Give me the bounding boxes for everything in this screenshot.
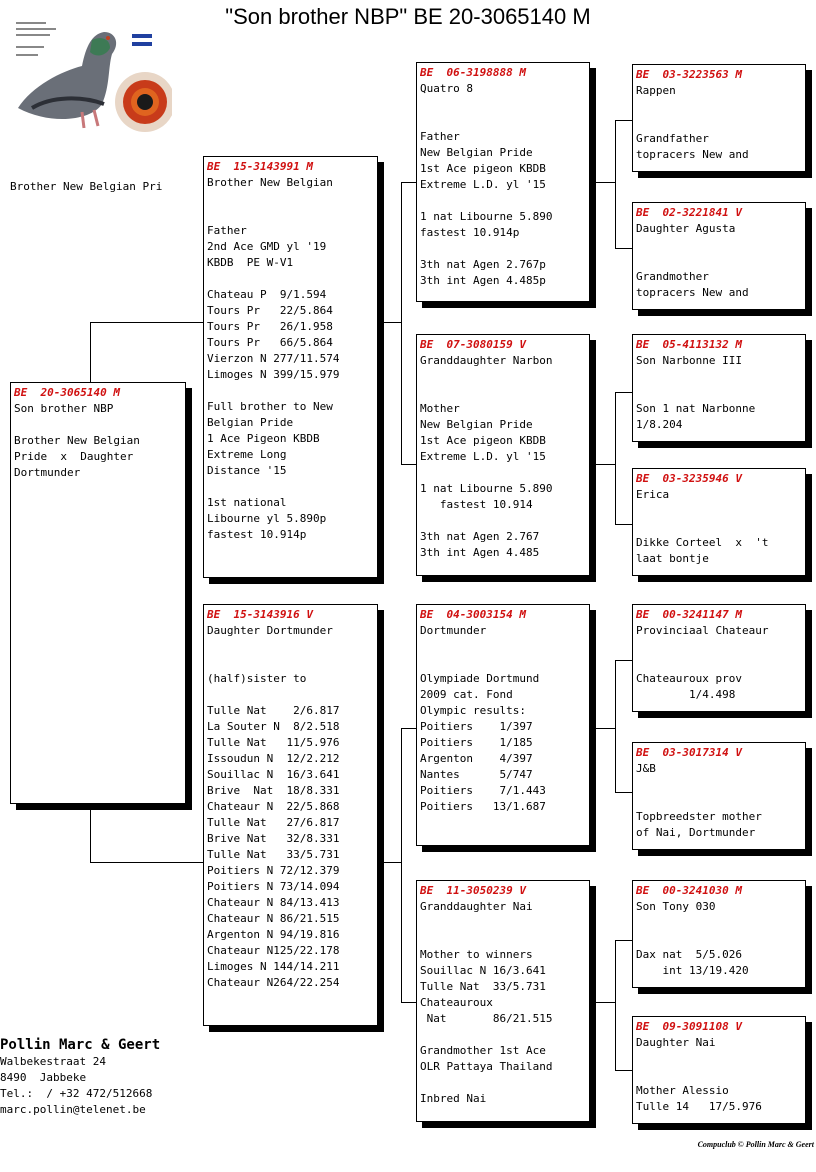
connector-line bbox=[90, 322, 204, 323]
pedigree-info-line: Chateaur N 84/13.413 bbox=[207, 896, 340, 909]
pedigree-info-line: Nantes 5/747 bbox=[420, 768, 533, 781]
pedigree-info-line: Father bbox=[207, 224, 247, 237]
pedigree-info-line: Chateaur N 22/5.868 bbox=[207, 800, 340, 813]
owner-name: Pollin Marc & Geert bbox=[0, 1037, 161, 1053]
ring-number: BE 03-3235946 V bbox=[636, 472, 742, 485]
side-pigeon-name: Brother New Belgian Pri bbox=[10, 180, 163, 193]
pedigree-info-line bbox=[420, 97, 586, 113]
pedigree-info-line bbox=[420, 241, 586, 257]
pedigree-info-line: 1/4.498 bbox=[636, 688, 736, 701]
pigeon-card-subject bbox=[10, 382, 186, 804]
pigeon-name: Erica bbox=[636, 488, 670, 501]
pedigree-info-line: Libourne yl 5.890p bbox=[207, 512, 327, 525]
pigeon-name: Brother New Belgian bbox=[207, 176, 333, 189]
connector-line bbox=[615, 120, 633, 121]
pedigree-info-line: laat bontje bbox=[636, 552, 709, 565]
pedigree-info-line: 3th int Agen 4.485p bbox=[420, 274, 546, 287]
ring-number: BE 09-3091108 V bbox=[636, 1020, 742, 1033]
pedigree-info-line: Tours Pr 66/5.864 bbox=[207, 336, 333, 349]
pedigree-info-line bbox=[14, 417, 182, 433]
pigeon-name: Provinciaal Chateaur bbox=[636, 624, 769, 637]
pedigree-info-line bbox=[636, 1051, 802, 1067]
pedigree-info-line: 2009 cat. Fond bbox=[420, 688, 513, 701]
pedigree-info-line: Olympic results: bbox=[420, 704, 526, 717]
pedigree-info-line: Tulle Nat 33/5.731 bbox=[207, 848, 340, 861]
pedigree-info-line bbox=[636, 793, 802, 809]
pedigree-info-line bbox=[207, 687, 374, 703]
pedigree-info-line bbox=[636, 253, 802, 269]
connector-line bbox=[401, 464, 417, 465]
pedigree-info-line: 3th int Agen 4.485 bbox=[420, 546, 540, 559]
pedigree-info-line: Topbreedster mother bbox=[636, 810, 762, 823]
ring-number: BE 03-3017314 V bbox=[636, 746, 742, 759]
connector-line bbox=[590, 182, 615, 183]
pedigree-info-line: 1 Ace Pigeon KBDB bbox=[207, 432, 320, 445]
pedigree-info-line: Son 1 nat Narbonne bbox=[636, 402, 756, 415]
pedigree-info-line: of Nai, Dortmunder bbox=[636, 826, 756, 839]
owner-address: Walbekestraat 24 bbox=[0, 1055, 106, 1068]
pigeon-name: Granddaughter Nai bbox=[420, 900, 533, 913]
connector-line bbox=[590, 728, 615, 729]
pedigree-info-line: 1st national bbox=[207, 496, 287, 509]
pigeon-name: Daughter Agusta bbox=[636, 222, 736, 235]
pedigree-info-line: Poitiers 13/1.687 bbox=[420, 800, 546, 813]
connector-line bbox=[401, 728, 417, 729]
pedigree-info-line: Issoudun N 12/2.212 bbox=[207, 752, 340, 765]
owner-phone: Tel.: / +32 472/512668 bbox=[0, 1087, 153, 1100]
pedigree-info-line: Dikke Corteel x 't bbox=[636, 536, 769, 549]
copyright-footer: Compuclub © Pollin Marc & Geert bbox=[697, 1140, 814, 1149]
pedigree-info-line bbox=[636, 519, 802, 535]
pigeon-card-ggp-5 bbox=[632, 604, 806, 712]
pedigree-info-line: Father bbox=[420, 130, 460, 143]
pedigree-info-line bbox=[420, 1027, 586, 1043]
pedigree-info-line: Dax nat 5/5.026 bbox=[636, 948, 742, 961]
pedigree-info-line: Chateaur N 86/21.515 bbox=[207, 912, 340, 925]
pedigree-info-line: New Belgian Pride bbox=[420, 146, 533, 159]
pedigree-info-line: 1 nat Libourne 5.890 bbox=[420, 210, 553, 223]
pigeon-card-ggp-3 bbox=[632, 334, 806, 442]
ring-number: BE 11-3050239 V bbox=[420, 884, 526, 897]
ring-number: BE 04-3003154 M bbox=[420, 608, 526, 621]
pedigree-info-line: Distance '15 bbox=[207, 464, 287, 477]
pigeon-card-ggp-1 bbox=[632, 64, 806, 172]
pedigree-info-line bbox=[636, 931, 802, 947]
pedigree-info-line: Tours Pr 22/5.864 bbox=[207, 304, 333, 317]
pedigree-info-line: Brother New Belgian bbox=[14, 434, 140, 447]
pedigree-info-line: Full brother to New bbox=[207, 400, 333, 413]
pigeon-name: Quatro 8 bbox=[420, 82, 473, 95]
pigeon-card-ggp-8 bbox=[632, 1016, 806, 1124]
pedigree-info-line: Olympiade Dortmund bbox=[420, 672, 540, 685]
pigeon-card-father bbox=[203, 156, 378, 578]
connector-line bbox=[401, 1002, 417, 1003]
ring-number: BE 05-4113132 M bbox=[636, 338, 742, 351]
pigeon-card-ggp-4 bbox=[632, 468, 806, 576]
connector-line bbox=[615, 392, 633, 393]
pedigree-info-line: 1st Ace pigeon KBDB bbox=[420, 434, 546, 447]
pedigree-info-line: Poitiers 1/397 bbox=[420, 720, 533, 733]
ring-number: BE 15-3143916 V bbox=[207, 608, 313, 621]
pedigree-info-line: Tours Pr 26/1.958 bbox=[207, 320, 333, 333]
ring-number: BE 15-3143991 M bbox=[207, 160, 313, 173]
pedigree-info-line: Mother to winners bbox=[420, 948, 533, 961]
pedigree-info-line: Extreme L.D. yl '15 bbox=[420, 450, 546, 463]
connector-line bbox=[401, 182, 417, 183]
pigeon-card-ggp-7 bbox=[632, 880, 806, 988]
pedigree-info-line: La Souter N 8/2.518 bbox=[207, 720, 340, 733]
pedigree-info-line bbox=[420, 369, 586, 385]
pedigree-info-line: Poitiers N 72/12.379 bbox=[207, 864, 340, 877]
pigeon-card-maternal-grandmother bbox=[416, 880, 590, 1122]
pigeon-logo-image bbox=[12, 16, 172, 134]
pigeon-name: Dortmunder bbox=[420, 624, 487, 637]
pigeon-card-paternal-grandfather bbox=[416, 62, 590, 302]
pedigree-info-line bbox=[636, 503, 802, 519]
pedigree-info-line: Argenton 4/397 bbox=[420, 752, 533, 765]
pigeon-name: Granddaughter Narbon bbox=[420, 354, 553, 367]
connector-line bbox=[615, 392, 616, 524]
pigeon-card-paternal-grandmother bbox=[416, 334, 590, 576]
pigeon-card-ggp-2 bbox=[632, 202, 806, 310]
pedigree-info-line: Tulle Nat 27/6.817 bbox=[207, 816, 340, 829]
pedigree-info-line: topracers New and bbox=[636, 148, 749, 161]
pedigree-info-line bbox=[207, 383, 374, 399]
connector-line bbox=[90, 862, 204, 863]
connector-line bbox=[615, 660, 616, 792]
pedigree-info-line bbox=[420, 1075, 586, 1091]
pedigree-info-line bbox=[207, 271, 374, 287]
pedigree-info-line bbox=[420, 915, 586, 931]
pedigree-info-line: Grandfather bbox=[636, 132, 709, 145]
owner-email: marc.pollin@telenet.be bbox=[0, 1103, 146, 1116]
pedigree-info-line: Extreme Long bbox=[207, 448, 287, 461]
owner-city: 8490 Jabbeke bbox=[0, 1071, 87, 1084]
page-title: "Son brother NBP" BE 20-3065140 M bbox=[225, 4, 591, 29]
owner-block bbox=[0, 1036, 160, 1118]
pedigree-info-line: Poitiers 7/1.443 bbox=[420, 784, 546, 797]
pigeon-and-eye-illustration bbox=[12, 16, 172, 134]
pedigree-info-line: Chateauroux bbox=[420, 996, 493, 1009]
connector-line bbox=[401, 182, 402, 464]
pedigree-info-line: Mother Alessio bbox=[636, 1084, 729, 1097]
pedigree-info-line: Vierzon N 277/11.574 bbox=[207, 352, 340, 365]
connector-line bbox=[615, 940, 633, 941]
pedigree-info-line: Poitiers N 73/14.094 bbox=[207, 880, 340, 893]
pedigree-info-line bbox=[420, 465, 586, 481]
ring-number: BE 02-3221841 V bbox=[636, 206, 742, 219]
pedigree-info-line: OLR Pattaya Thailand bbox=[420, 1060, 553, 1073]
pedigree-info-line: 3th nat Agen 2.767p bbox=[420, 258, 546, 271]
pedigree-info-line bbox=[636, 777, 802, 793]
pedigree-info-line: New Belgian Pride bbox=[420, 418, 533, 431]
pedigree-info-line: 2nd Ace GMD yl '19 bbox=[207, 240, 327, 253]
pedigree-info-line: 1st Ace pigeon KBDB bbox=[420, 162, 546, 175]
pedigree-info-line: (half)sister to bbox=[207, 672, 307, 685]
pedigree-info-line bbox=[636, 655, 802, 671]
ring-number: BE 00-3241147 M bbox=[636, 608, 742, 621]
pedigree-info-line: 1/8.204 bbox=[636, 418, 683, 431]
pigeon-name: Daughter Dortmunder bbox=[207, 624, 333, 637]
pedigree-info-line: KBDB PE W-V1 bbox=[207, 256, 294, 269]
pedigree-info-line: fastest 10.914 bbox=[420, 498, 533, 511]
connector-line bbox=[615, 940, 616, 1070]
pedigree-info-line bbox=[420, 193, 586, 209]
pedigree-info-line: Tulle Nat 33/5.731 bbox=[420, 980, 546, 993]
pigeon-name: J&B bbox=[636, 762, 656, 775]
pedigree-info-line bbox=[636, 1067, 802, 1083]
ring-number: BE 03-3223563 M bbox=[636, 68, 742, 81]
pedigree-info-line: Chateaur N125/22.178 bbox=[207, 944, 340, 957]
connector-line bbox=[615, 524, 633, 525]
pedigree-info-line: Poitiers 1/185 bbox=[420, 736, 533, 749]
pedigree-info-line: Limoges N 144/14.211 bbox=[207, 960, 340, 973]
pedigree-info-line bbox=[636, 915, 802, 931]
ring-number: BE 20-3065140 M bbox=[14, 386, 120, 399]
pedigree-info-line: Tulle Nat 11/5.976 bbox=[207, 736, 340, 749]
pedigree-info-line bbox=[420, 639, 586, 655]
pedigree-info-line: 1 nat Libourne 5.890 bbox=[420, 482, 553, 495]
connector-line bbox=[590, 464, 615, 465]
pedigree-info-line bbox=[420, 113, 586, 129]
pigeon-name: Son Narbonne III bbox=[636, 354, 742, 367]
connector-line bbox=[615, 1070, 633, 1071]
pedigree-info-line: fastest 10.914p bbox=[207, 528, 307, 541]
pedigree-info-line: Limoges N 399/15.979 bbox=[207, 368, 340, 381]
pedigree-info-line: Brive Nat 18/8.331 bbox=[207, 784, 340, 797]
connector-line bbox=[384, 322, 401, 323]
pedigree-info-line: Nat 86/21.515 bbox=[420, 1012, 553, 1025]
pedigree-info-line bbox=[207, 191, 374, 207]
pedigree-info-line: Brive Nat 32/8.331 bbox=[207, 832, 340, 845]
pedigree-info-line: Belgian Pride bbox=[207, 416, 294, 429]
pedigree-info-line: Souillac N 16/3.641 bbox=[420, 964, 546, 977]
pedigree-info-line: topracers New and bbox=[636, 286, 749, 299]
pigeon-card-maternal-grandfather bbox=[416, 604, 590, 846]
pedigree-info-line bbox=[636, 639, 802, 655]
pedigree-info-line: Tulle 14 17/5.976 bbox=[636, 1100, 762, 1113]
ring-number: BE 07-3080159 V bbox=[420, 338, 526, 351]
pedigree-info-line bbox=[636, 237, 802, 253]
pedigree-info-line bbox=[420, 385, 586, 401]
pedigree-info-line bbox=[420, 513, 586, 529]
pedigree-info-line bbox=[207, 207, 374, 223]
pigeon-card-mother bbox=[203, 604, 378, 1026]
connector-line bbox=[90, 322, 91, 384]
pedigree-info-line: Dortmunder bbox=[14, 466, 81, 479]
pedigree-info-line: Chateaur N264/22.254 bbox=[207, 976, 340, 989]
pedigree-info-line: 3th nat Agen 2.767 bbox=[420, 530, 540, 543]
pedigree-info-line: Chateau P 9/1.594 bbox=[207, 288, 327, 301]
ring-number: BE 00-3241030 M bbox=[636, 884, 742, 897]
pedigree-info-line: int 13/19.420 bbox=[636, 964, 749, 977]
pigeon-card-ggp-6 bbox=[632, 742, 806, 850]
pedigree-info-line: Tulle Nat 2/6.817 bbox=[207, 704, 340, 717]
connector-line bbox=[90, 808, 91, 862]
connector-line bbox=[615, 660, 633, 661]
pedigree-info-line bbox=[636, 369, 802, 385]
pedigree-info-line: Chateauroux prov bbox=[636, 672, 742, 685]
pedigree-info-line: fastest 10.914p bbox=[420, 226, 520, 239]
pedigree-info-line: Extreme L.D. yl '15 bbox=[420, 178, 546, 191]
pedigree-info-line: Inbred Nai bbox=[420, 1092, 487, 1105]
pedigree-info-line bbox=[636, 115, 802, 131]
pedigree-info-line bbox=[420, 655, 586, 671]
pedigree-info-line bbox=[636, 385, 802, 401]
connector-line bbox=[615, 248, 633, 249]
pigeon-name: Son Tony 030 bbox=[636, 900, 716, 913]
connector-line bbox=[615, 120, 616, 248]
pigeon-name: Son brother NBP bbox=[14, 402, 114, 415]
pedigree-info-line bbox=[207, 655, 374, 671]
connector-line bbox=[401, 728, 402, 1002]
pigeon-name: Rappen bbox=[636, 84, 676, 97]
pedigree-info-line: Grandmother 1st Ace bbox=[420, 1044, 546, 1057]
ring-number: BE 06-3198888 M bbox=[420, 66, 526, 79]
pedigree-info-line: Mother bbox=[420, 402, 460, 415]
pedigree-info-line bbox=[636, 99, 802, 115]
pedigree-info-line: Pride x Daughter bbox=[14, 450, 134, 463]
pedigree-info-line bbox=[420, 931, 586, 947]
pedigree-info-line bbox=[207, 639, 374, 655]
pigeon-name: Daughter Nai bbox=[636, 1036, 716, 1049]
pedigree-info-line: Souillac N 16/3.641 bbox=[207, 768, 340, 781]
pedigree-info-line bbox=[207, 479, 374, 495]
pedigree-info-line: Argenton N 94/19.816 bbox=[207, 928, 340, 941]
pedigree-info-line: Grandmother bbox=[636, 270, 709, 283]
connector-line bbox=[590, 1002, 615, 1003]
connector-line bbox=[384, 862, 401, 863]
connector-line bbox=[615, 792, 633, 793]
